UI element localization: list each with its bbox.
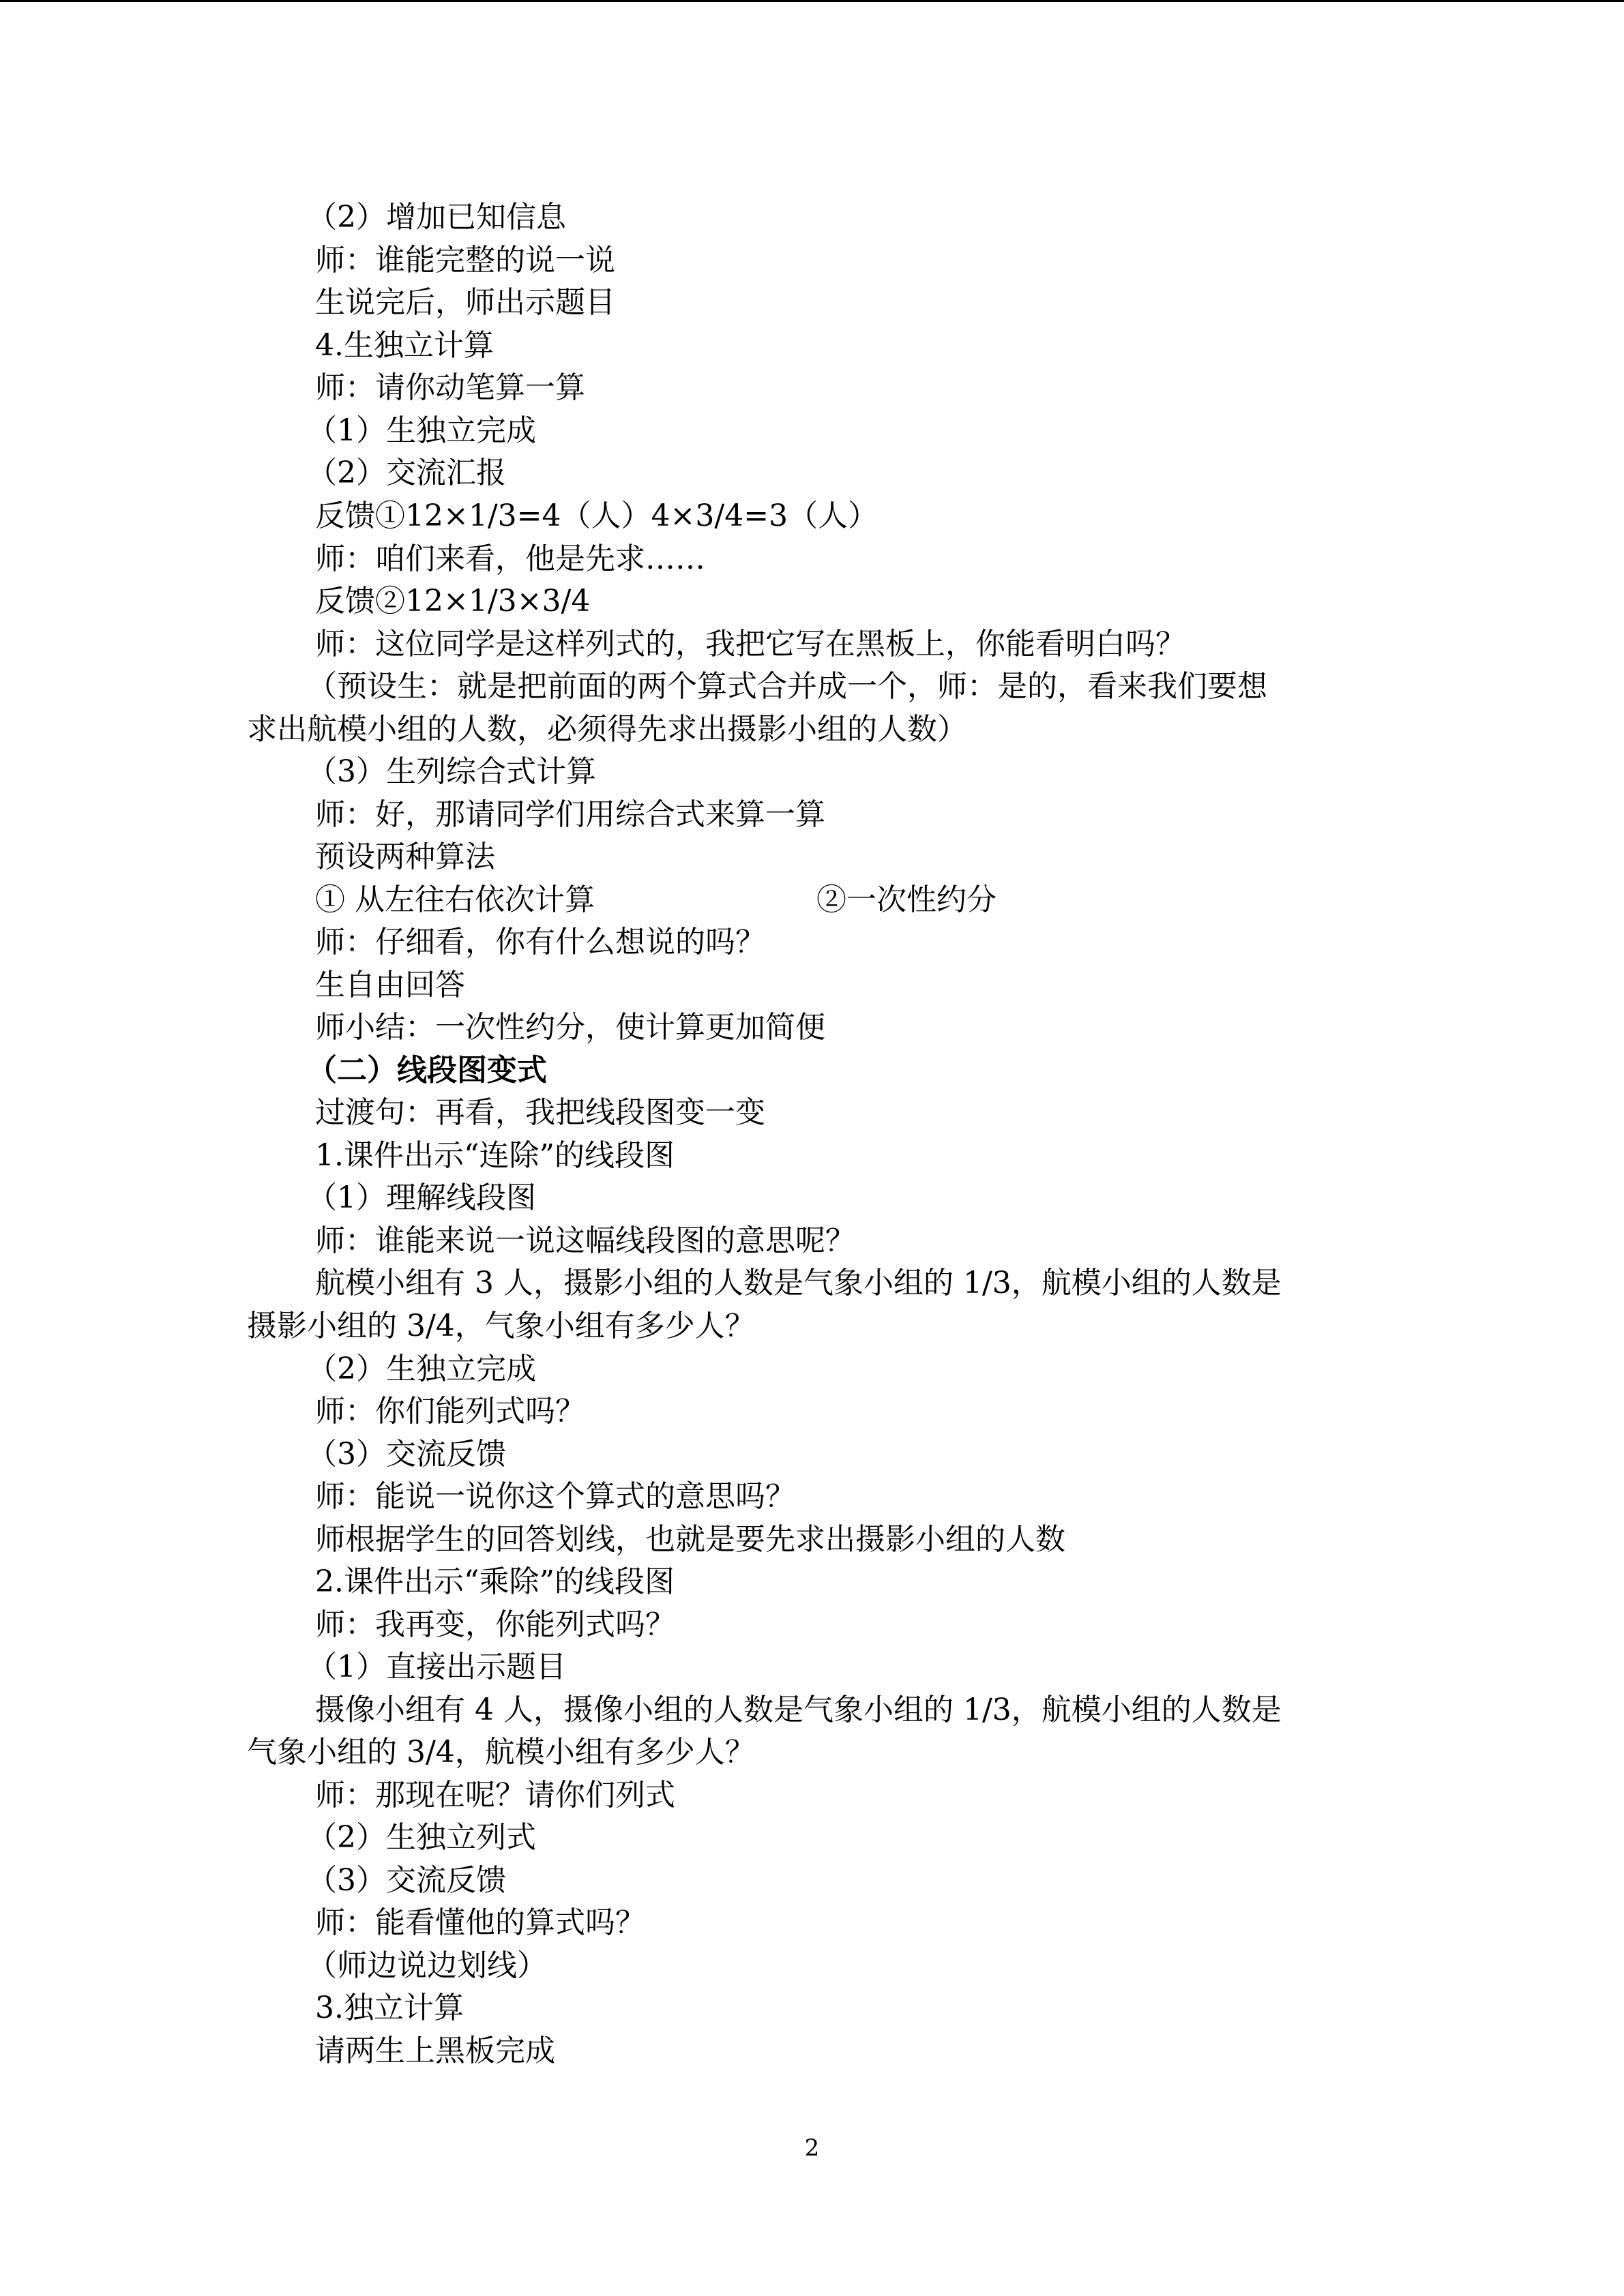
text-line: 师：谁能来说一说这幅线段图的意思呢？ (315, 1223, 855, 1258)
text-line: （预设生：就是把前面的两个算式合并成一个，师：是的，看来我们要想 (307, 669, 1267, 704)
text-line: 摄像小组有 4 人，摄像小组的人数是气象小组的 1/3，航模小组的人数是 (315, 1693, 1282, 1727)
text-line: （1）理解线段图 (307, 1180, 536, 1215)
text-line: （2）生独立完成 (307, 1352, 536, 1386)
text-line: （1）生独立完成 (307, 413, 536, 448)
text-line: 师：仔细看，你有什么想说的吗？ (315, 925, 765, 959)
text-line: 师：请你动笔算一算 (315, 370, 585, 405)
text-line: 气象小组的 3/4，航模小组有多少人？ (247, 1735, 755, 1770)
text-line: （2）生独立列式 (307, 1820, 536, 1855)
text-line: 4.生独立计算 (315, 328, 494, 363)
text-line: 反馈①12×1/3=4（人）4×3/4=3（人） (315, 498, 879, 533)
text-line: 师：咱们来看，他是先求…… (315, 541, 705, 576)
page-number: 2 (804, 2134, 820, 2162)
text-line: ②一次性约分 (816, 882, 996, 917)
section-heading: （二）线段图变式 (307, 1053, 547, 1088)
text-line: （1）直接出示题目 (307, 1650, 566, 1684)
text-line: （3）生列综合式计算 (307, 754, 596, 789)
text-line: 预设两种算法 (315, 839, 495, 874)
text-line: 师：能看懂他的算式吗？ (315, 1905, 645, 1940)
text-line: （2）交流汇报 (307, 456, 506, 490)
text-line: 师：那现在呢？请你们列式 (315, 1778, 675, 1813)
text-line: （3）交流反馈 (307, 1863, 506, 1898)
text-line: 师：好，那请同学们用综合式来算一算 (315, 797, 825, 832)
text-line: 师：能说一说你这个算式的意思吗？ (315, 1479, 795, 1514)
text-line: 生说完后，师出示题目 (315, 285, 615, 320)
text-line: ① 从左往右依次计算 (315, 882, 595, 917)
text-line: 师：谁能完整的说一说 (315, 243, 615, 278)
text-line: 1.课件出示“连除”的线段图 (315, 1138, 675, 1173)
text-line: 航模小组有 3 人，摄影小组的人数是气象小组的 1/3，航模小组的人数是 (315, 1266, 1282, 1300)
text-line: （2）增加已知信息 (307, 200, 566, 235)
text-line: 摄影小组的 3/4，气象小组有多少人？ (247, 1309, 755, 1343)
text-line: （师边说边划线） (307, 1948, 547, 1983)
text-line: 2.课件出示“乘除”的线段图 (315, 1564, 675, 1599)
text-line: 请两生上黑板完成 (315, 2033, 555, 2068)
text-line: 师：你们能列式吗？ (315, 1394, 585, 1429)
text-line: 求出航模小组的人数，必须得先求出摄影小组的人数） (247, 712, 967, 747)
text-line: 过渡句：再看，我把线段图变一变 (315, 1095, 765, 1130)
text-line: （3）交流反馈 (307, 1437, 506, 1472)
text-line: 师：我再变，你能列式吗？ (315, 1607, 675, 1642)
top-border-rule (0, 0, 1624, 2)
text-line: 生自由回答 (315, 968, 465, 1002)
text-line: 师：这位同学是这样列式的，我把它写在黑板上，你能看明白吗？ (315, 627, 1185, 661)
text-line: 3.独立计算 (315, 1991, 464, 2025)
text-line: 师根据学生的回答划线，也就是要先求出摄影小组的人数 (315, 1522, 1065, 1557)
text-line: 师小结：一次性约分，使计算更加简便 (315, 1010, 825, 1045)
text-line: 反馈②12×1/3×3/4 (315, 584, 591, 618)
